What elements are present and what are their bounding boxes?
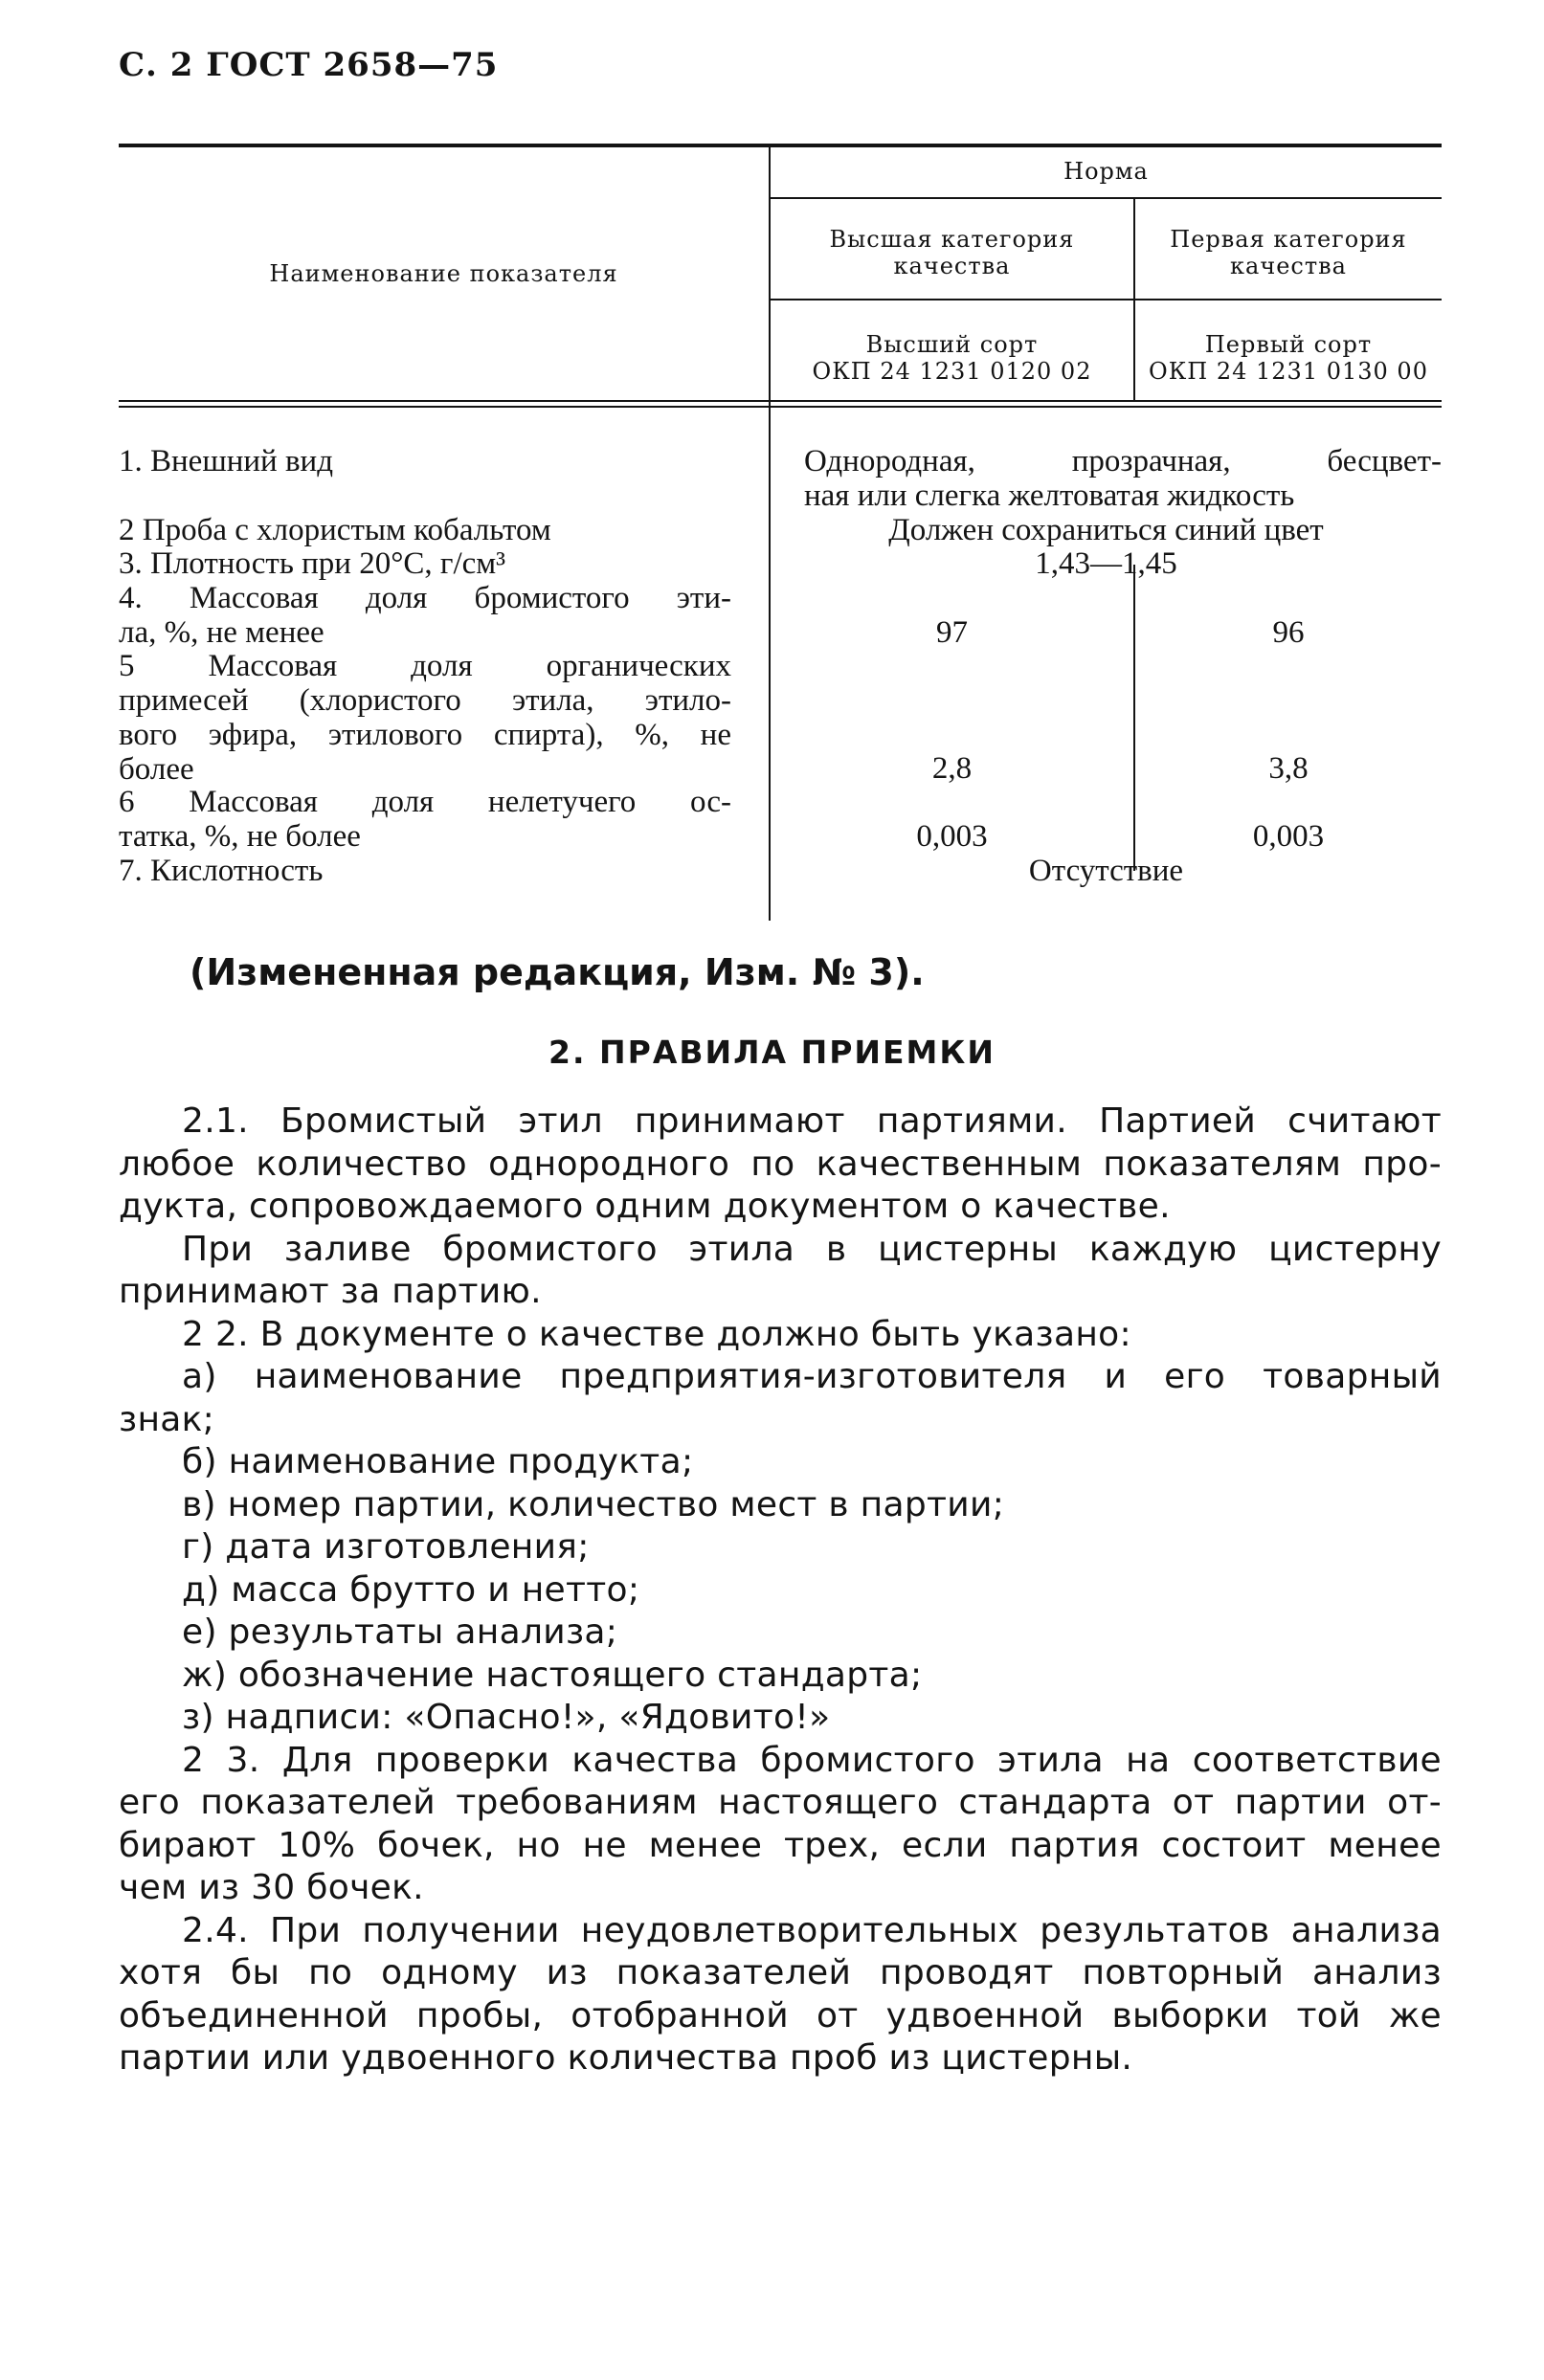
row6-value-first: 0,003 — [1252, 819, 1325, 854]
table-top-rule — [119, 144, 1442, 147]
paragraph-2-4-line4: партии или удвоенного количества проб из цистерны. — [119, 2038, 1133, 2078]
row4-name-line1: 4. Массовая доля бромистого эти- — [119, 581, 731, 615]
paragraph-2-1b-line2: принимают за партию. — [119, 1272, 542, 1311]
list-item — [119, 1569, 1442, 1613]
paragraph-2-3-line4: чем из 30 бочек. — [119, 1868, 424, 1907]
row5-value-first: 3,8 — [1268, 751, 1309, 786]
row4-name-line2: ла, %, не менее — [119, 615, 324, 650]
header-category-first — [1135, 226, 1442, 279]
paragraph-2-1 — [119, 1101, 1442, 1229]
paragraph-2-4-line2: хотя бы по одному из показателей проводят повторный анализ — [119, 1953, 1442, 1992]
paragraph-2-1-line1: 2.1. Бромистый этил принимают партиями. Партией считают — [182, 1101, 1442, 1141]
header-category-high-line1: Высшая категория — [829, 226, 1075, 253]
table-row-name — [119, 444, 731, 478]
header-grade-high-line2: ОКП 24 1231 0120 02 — [812, 358, 1092, 385]
paragraph-2-3 — [119, 1740, 1442, 1910]
list-item-d: д) масса брутто и нетто; — [182, 1569, 640, 1610]
row3-name: 3. Плотность при 20°С, г/см³ — [119, 546, 506, 581]
section-title: 2. ПРАВИЛА ПРИЕМКИ — [548, 1034, 996, 1071]
row2-name: 2 Проба с хлористым кобальтом — [119, 513, 551, 547]
paragraph-2-1-line2: любое количество однородного по качественным показателям про- — [119, 1144, 1442, 1184]
header-grade-first — [1135, 331, 1442, 385]
row5-name-line3: вого эфира, этилового спирта), %, не — [119, 718, 731, 752]
list-item-v: в) номер партии, количество мест в партии; — [182, 1484, 1005, 1524]
row7-name: 7. Кислотность — [119, 854, 324, 888]
header-category-high — [771, 226, 1133, 279]
row5-name-line4: более — [119, 752, 194, 787]
row3-value: 1,43—1,45 — [1035, 546, 1177, 581]
header-bottom-rule-1 — [119, 400, 1442, 402]
table-row-name — [119, 649, 731, 787]
page-header: С. 2 ГОСТ 2658—75 — [119, 46, 499, 84]
list-item-a-line2: знак; — [119, 1399, 215, 1439]
row7-value: Отсутствие — [1028, 854, 1184, 888]
amendment-note: (Измененная редакция, Изм. № 3). — [190, 951, 925, 993]
list-item — [119, 1441, 1442, 1484]
column-header-norm: Норма — [1063, 158, 1149, 185]
row1-value-line1: Однородная, прозрачная, бесцвет- — [804, 444, 1442, 478]
category-underline — [771, 299, 1442, 300]
list-item — [119, 1655, 1442, 1698]
row1-name: 1. Внешний вид — [119, 444, 333, 478]
row6-name-line2: татка, %, не более — [119, 819, 361, 854]
paragraph-2-4-line3: объединенной пробы, отобранной от удвоенной выборки той же — [119, 1995, 1442, 2035]
list-item — [119, 1356, 1442, 1441]
list-item-g: г) дата изготовления; — [182, 1527, 590, 1567]
table-row-name — [119, 513, 731, 547]
header-bottom-rule-2 — [119, 406, 1442, 408]
row1-value — [804, 444, 1442, 513]
list-item-zh: ж) обозначение настоящего стандарта; — [182, 1655, 923, 1695]
column-header-indicator: Наименование показателя — [269, 260, 618, 287]
list-item — [119, 1697, 1442, 1740]
norm-underline — [771, 197, 1442, 199]
header-grade-first-line2: ОКП 24 1231 0130 00 — [1149, 358, 1428, 385]
paragraph-2-3-line2: его показателей требованиям настоящего стандарта от партии от- — [119, 1783, 1442, 1822]
list-item-a-line1: а) наименование предприятия-изготовителя и его товарный — [182, 1357, 1442, 1396]
header-grade-high — [771, 331, 1133, 385]
list-item-z: з) надписи: «Опасно!», «Ядовито!» — [182, 1698, 831, 1737]
header-grade-high-line1: Высший сорт — [865, 331, 1039, 358]
paragraph-2-2 — [119, 1314, 1442, 1357]
list-item-e: е) результаты анализа; — [182, 1613, 618, 1652]
header-grade-first-line1: Первый сорт — [1204, 331, 1373, 358]
row5-value-high: 2,8 — [931, 751, 973, 786]
paragraph-2-3-line3: бирают 10% бочек, но не менее трех, если партия состоит менее — [119, 1825, 1442, 1865]
table-row-name — [119, 546, 731, 581]
row6-value-high: 0,003 — [916, 819, 988, 854]
paragraph-2-3-line1: 2 3. Для проверки качества бромистого этила на соответствие — [182, 1740, 1442, 1780]
paragraph-2-1b — [119, 1229, 1442, 1314]
paragraph-2-4-line1: 2.4. При получении неудовлетворительных результатов анализа — [182, 1910, 1442, 1950]
paragraph-2-1b-line1: При заливе бромистого этила в цистерны каждую цистерну — [182, 1229, 1442, 1269]
list-item — [119, 1484, 1442, 1527]
header-category-first-line1: Первая категория — [1170, 226, 1407, 253]
list-item — [119, 1612, 1442, 1655]
table-row-name — [119, 581, 731, 650]
header-category-high-line2: качества — [893, 253, 1011, 279]
table-row-name — [119, 854, 731, 888]
row6-name-line1: 6 Массовая доля нелетучего ос- — [119, 785, 731, 819]
row5-name-line1: 5 Массовая доля органических — [119, 649, 731, 683]
row2-value: Должен сохраниться синий цвет — [888, 513, 1324, 547]
table-row-name — [119, 785, 731, 854]
row5-name-line2: примесей (хлористого этила, этило- — [119, 683, 731, 718]
list-item-b: б) наименование продукта; — [182, 1442, 694, 1481]
paragraph-2-1-line3: дукта, сопровождаемого одним документом о качестве. — [119, 1187, 1171, 1226]
row4-value-high: 97 — [936, 615, 968, 650]
paragraph-2-2-line1: 2 2. В документе о качестве должно быть указано: — [182, 1314, 1131, 1354]
row1-value-line2: ная или слегка желтоватая жидкость — [804, 478, 1295, 513]
list-item — [119, 1526, 1442, 1569]
header-category-first-line2: качества — [1230, 253, 1347, 279]
paragraph-2-4 — [119, 1910, 1442, 2080]
section-body — [119, 1101, 1442, 2080]
row4-value-first: 96 — [1272, 615, 1305, 650]
quality-norms-table — [119, 144, 1442, 923]
